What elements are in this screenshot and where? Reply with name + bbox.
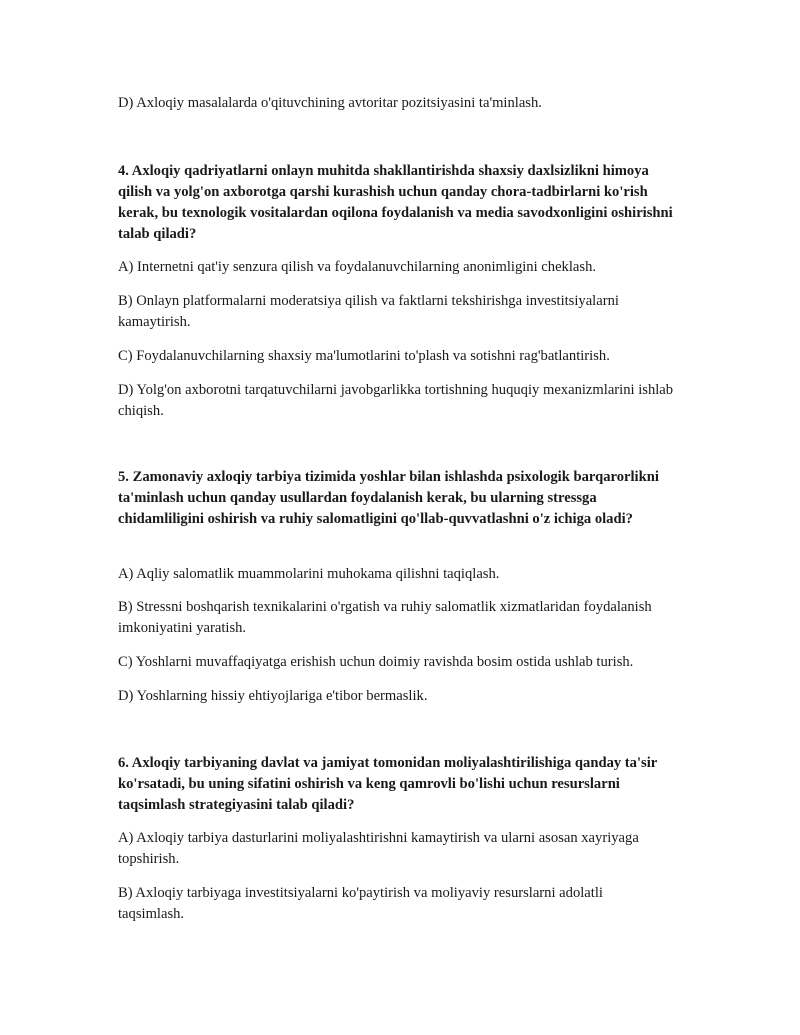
answer-option: D) Yoshlarning hissiy ehtiyojlariga e'tibor bermaslik.: [118, 688, 428, 704]
answer-option: D) Axloqiy masalalarda o'qituvchining avtoritar pozitsiyasini ta'minlash.: [118, 95, 542, 111]
question-text: 6. Axloqiy tarbiyaning davlat va jamiyat tomonidan moliyalashtirilishiga qanday ta'sir ko'rsatadi, bu uning sifatini oshirish va keng qamrovli bo'lishi uchun resurslarni taqsimlash strategiyasini talab qiladi?: [118, 755, 657, 813]
question-text: 5. Zamonaviy axloqiy tarbiya tizimida yoshlar bilan ishlashda psixologik barqarorlikni ta'minlash uchun qanday usullardan foydalanish kerak, bu ularning stressga chidamliligini oshirish va ruhiy salomatligini qo'llab-quvvatlashni o'z ichiga oladi?: [118, 469, 659, 527]
answer-option: D) Yolg'on axborotni tarqatuvchilarni javobgarlikka tortishning huquqiy mexanizmlarini ishlab chiqish.: [118, 382, 674, 419]
answer-option: C) Yoshlarni muvaffaqiyatga erishish uchun doimiy ravishda bosim ostida ushlab turish.: [118, 654, 634, 670]
answer-option: A) Axloqiy tarbiya dasturlarini moliyalashtirishni kamaytirish va ularni asosan xayriyaga topshirish.: [118, 830, 639, 867]
answer-option: A) Aqliy salomatlik muammolarini muhokama qilishni taqiqlash.: [118, 566, 500, 582]
answer-option: B) Onlayn platformalarni moderatsiya qilish va faktlarni tekshirishga investitsiyalarni kamaytirish.: [118, 293, 619, 330]
question-text: 4. Axloqiy qadriyatlarni onlayn muhitda shakllantirishda shaxsiy daxlsizlikni himoya qilish va yolg'on axborotga qarshi kurashish uchun qanday chora-tadbirlarni ko'rish kerak, bu texnologik vositalardan oqilona foydalanish va media savodxonligini oshirishni talab qiladi?: [118, 163, 673, 242]
answer-option: C) Foydalanuvchilarning shaxsiy ma'lumotlarini to'plash va sotishni rag'batlantirish.: [118, 348, 610, 364]
answer-option: B) Stressni boshqarish texnikalarini o'rgatish va ruhiy salomatlik xizmatlaridan foydalanish imkoniyatini yaratish.: [118, 599, 652, 636]
answer-option: B) Axloqiy tarbiyaga investitsiyalarni ko'paytirish va moliyaviy resurslarni adolatli taqsimlash.: [118, 885, 603, 922]
answer-option: A) Internetni qat'iy senzura qilish va foydalanuvchilarning anonimligini cheklash.: [118, 259, 597, 275]
